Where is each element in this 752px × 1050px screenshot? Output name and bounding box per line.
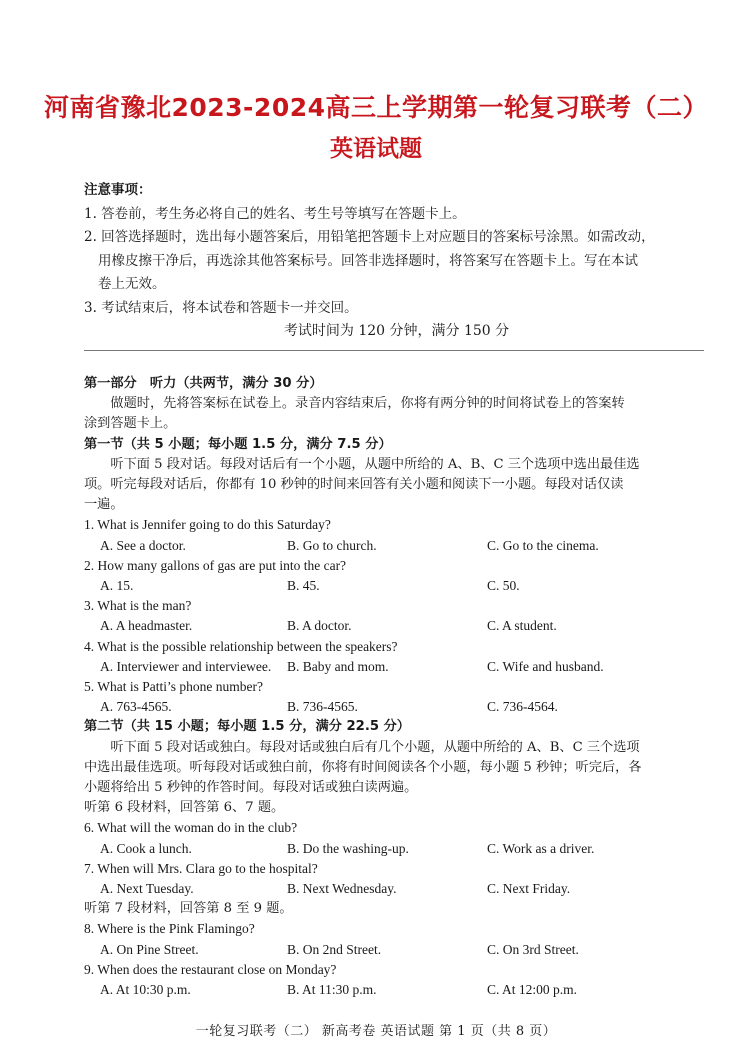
option-b: B. 736-4565. <box>287 699 358 715</box>
notice-item: 1. 答卷前，考生务必将自己的姓名、考生号等填写在答题卡上。 <box>84 205 466 222</box>
section1-intro: 项。听完每段对话后，你都有 10 秒钟的时间来回答有关小题和阅读下一小题。每段对话仅读 <box>84 477 624 493</box>
exam-subtitle: 英语试题 <box>330 136 422 162</box>
section2-heading: 第二节（共 15 小题；每小题 1.5 分，满分 22.5 分） <box>84 719 410 735</box>
notice-item: 3. 考试结束后，将本试卷和答题卡一并交回。 <box>84 299 358 316</box>
material-7-note: 听第 7 段材料，回答第 8 至 9 题。 <box>84 901 293 917</box>
part1-intro: 做题时，先将答案标在试卷上。录音内容结束后，你将有两分钟的时间将试卷上的答案转 <box>110 396 625 412</box>
option-b: B. Go to church. <box>287 537 377 553</box>
option-c: C. A student. <box>487 618 557 634</box>
option-a: A. 763-4565. <box>100 699 172 715</box>
option-c: C. At 12:00 p.m. <box>487 982 578 998</box>
notice-item: 用橡皮擦干净后，再选涂其他答案标号。回答非选择题时，将答案写在答题卡上。写在本试 <box>98 252 638 269</box>
option-a: A. Interviewer and interviewee. <box>100 658 272 674</box>
exam-body <box>84 374 709 1000</box>
option-a: A. See a doctor. <box>100 537 186 553</box>
notice-item: 2. 回答选择题时，选出每小题答案后，用铅笔把答题卡上对应题目的答案标号涂黑。如需改动， <box>84 229 655 245</box>
option-b: B. Do the washing-up. <box>287 840 409 856</box>
question-2: 2. How many gallons of gas are put into the car? <box>84 557 347 573</box>
option-b: B. At 11:30 p.m. <box>287 982 377 998</box>
part1-intro: 涂到答题卡上。 <box>84 416 177 432</box>
option-c: C. On 3rd Street. <box>487 941 579 957</box>
option-c: C. Work as a driver. <box>487 840 595 856</box>
option-a: A. At 10:30 p.m. <box>100 982 191 998</box>
options-2 <box>84 576 709 596</box>
option-a: A. 15. <box>100 578 134 594</box>
page-footer: 一轮复习联考（二） 新高考卷 英语试题 第 1 页（共 8 页） <box>195 1024 557 1039</box>
option-b: B. 45. <box>287 578 320 594</box>
section1-intro: 听下面 5 段对话。每段对话后有一个小题，从题中所给的 A、B、C 三个选项中选出最佳选 <box>110 456 640 472</box>
question-4: 4. What is the possible relationship between the speakers? <box>84 638 398 654</box>
section1-intro: 一遍。 <box>84 497 124 513</box>
option-b: B. A doctor. <box>287 618 352 634</box>
question-5: 5. What is Patti’s phone number? <box>84 679 263 695</box>
question-6: 6. What will the woman do in the club? <box>84 820 298 836</box>
exam-time: 考试时间为 120 分钟，满分 150 分 <box>283 323 510 339</box>
option-a: A. Next Tuesday. <box>100 881 194 897</box>
option-c: C. Go to the cinema. <box>487 537 599 553</box>
options-6 <box>84 839 709 859</box>
option-a: A. On Pine Street. <box>100 941 199 957</box>
options-3 <box>84 616 709 636</box>
options-9 <box>84 980 709 1000</box>
question-7: 7. When will Mrs. Clara go to the hospital? <box>84 860 318 876</box>
options-8 <box>84 940 709 960</box>
material-6-note: 听第 6 段材料，回答第 6、7 题。 <box>84 800 285 816</box>
part1-heading: 第一部分 听力（共两节，满分 30 分） <box>84 376 323 391</box>
notice-item: 卷上无效。 <box>98 276 166 292</box>
notice-heading: 注意事项： <box>84 182 152 198</box>
section2-intro: 中选出最佳选项。听每段对话或独白前，你将有时间阅读各个小题，每小题 5 秒钟；听完后，各 <box>84 759 642 775</box>
option-c: C. Next Friday. <box>487 881 571 897</box>
question-3: 3. What is the man? <box>84 598 192 614</box>
option-c: C. Wife and husband. <box>487 658 604 674</box>
options-5 <box>84 697 709 717</box>
option-b: B. Baby and mom. <box>287 658 389 674</box>
option-b: B. On 2nd Street. <box>287 941 382 957</box>
options-4 <box>84 657 709 677</box>
exam-title: 河南省豫北2023-2024高三上学期第一轮复习联考（二） <box>43 93 709 122</box>
notice-section <box>84 179 709 344</box>
question-9: 9. When does the restaurant close on Monday? <box>84 961 337 977</box>
divider <box>84 350 704 351</box>
option-a: A. Cook a lunch. <box>100 840 192 856</box>
options-7 <box>84 879 709 899</box>
section2-intro: 听下面 5 段对话或独白。每段对话或独白后有几个小题，从题中所给的 A、B、C 三个选项 <box>110 739 640 755</box>
question-8: 8. Where is the Pink Flamingo? <box>84 921 255 937</box>
option-c: C. 736-4564. <box>487 699 558 715</box>
question-1: 1. What is Jennifer going to do this Saturday? <box>84 517 331 533</box>
option-a: A. A headmaster. <box>100 618 193 634</box>
options-1 <box>84 536 709 556</box>
option-b: B. Next Wednesday. <box>287 881 397 897</box>
option-c: C. 50. <box>487 578 520 594</box>
section1-heading: 第一节（共 5 小题；每小题 1.5 分，满分 7.5 分） <box>84 436 392 452</box>
section2-intro: 小题将给出 5 秒钟的作答时间。每段对话或独白读两遍。 <box>84 780 418 796</box>
